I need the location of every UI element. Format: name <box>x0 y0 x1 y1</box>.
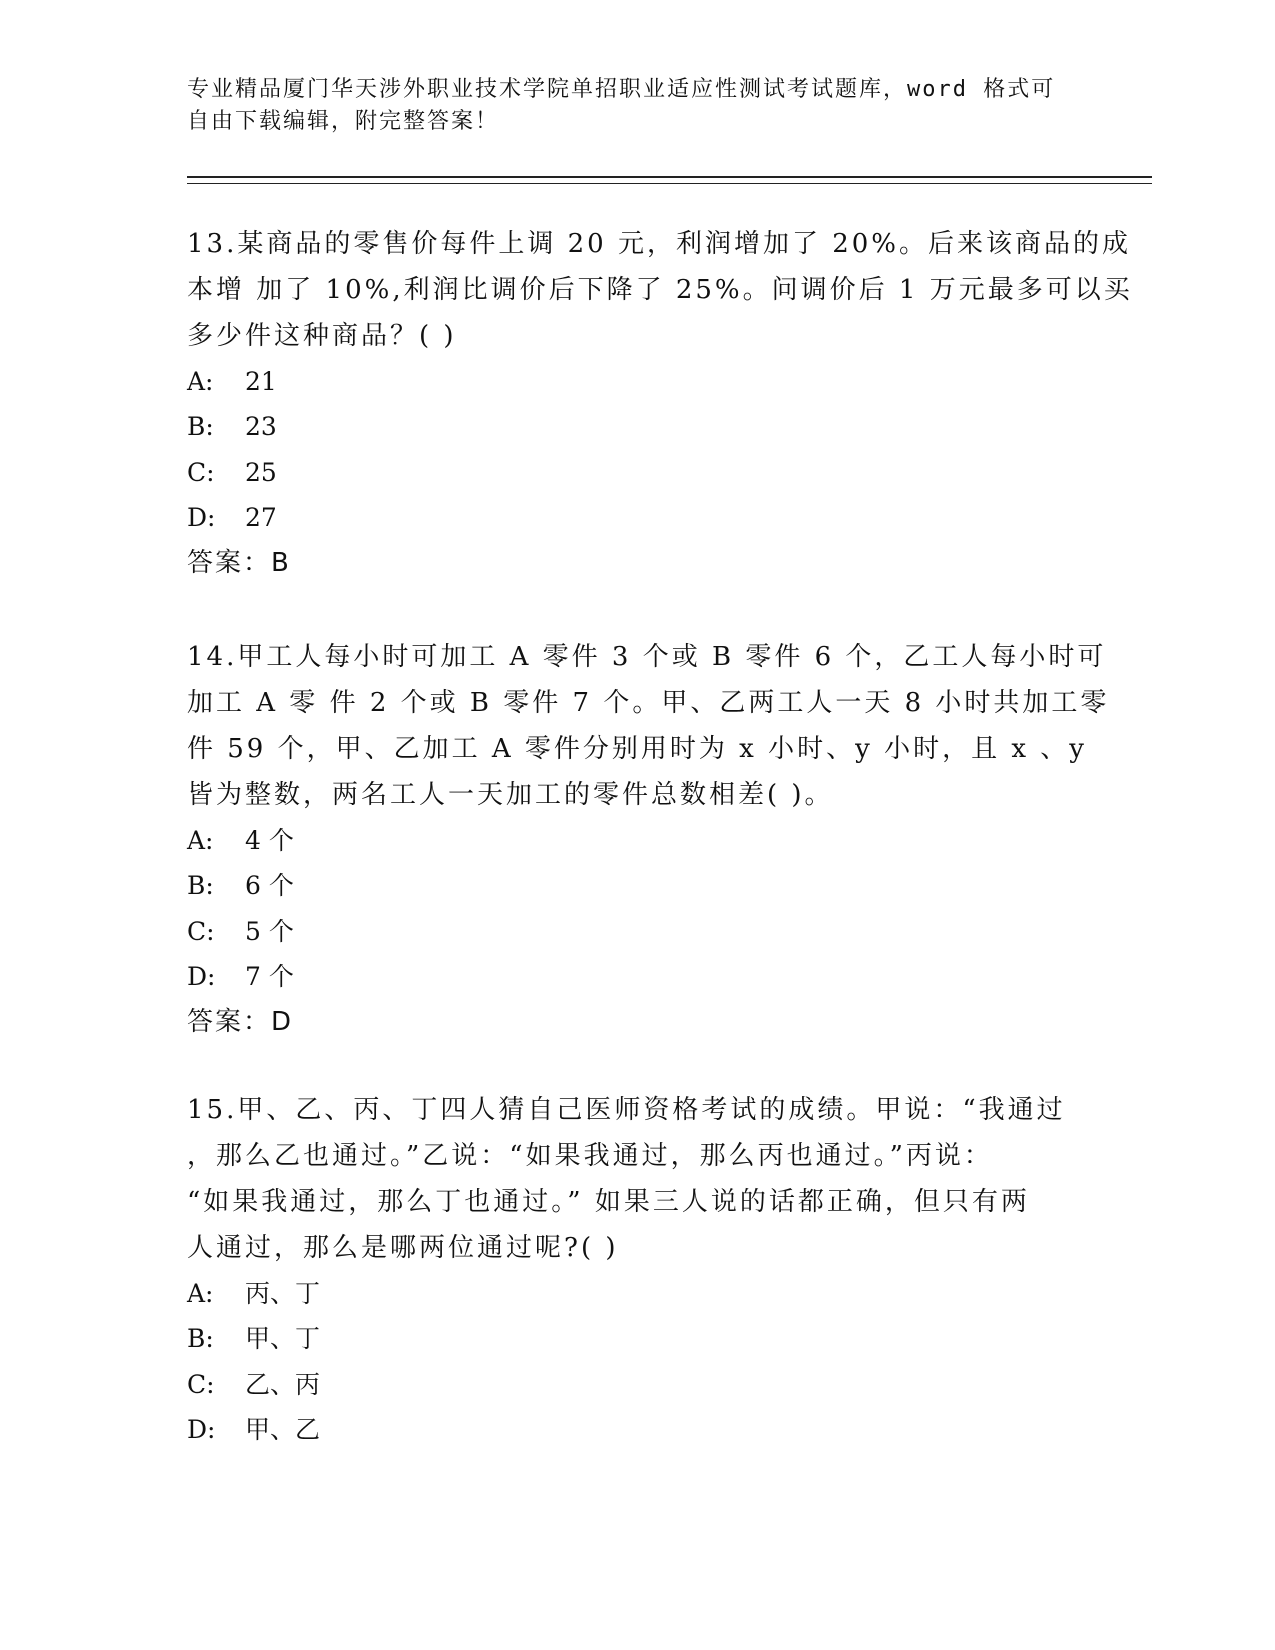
question-stem <box>187 634 1110 818</box>
question-stem <box>187 221 1133 359</box>
question-13 <box>187 221 1133 586</box>
option-a <box>187 818 1087 863</box>
option-text: 5 个 <box>245 916 294 946</box>
option-b <box>187 404 1087 449</box>
option-text: 23 <box>245 412 277 442</box>
option-text: 7 个 <box>245 961 294 991</box>
option-letter: A: <box>187 1279 214 1308</box>
stem-line: 14.甲工人每小时可加工 A 零件 3 个或 B 零件 6 个，乙工人每小时可 <box>187 642 1107 672</box>
option-letter: B: <box>187 1324 214 1354</box>
option-text: 27 <box>245 502 277 532</box>
stem-line: 13.某商品的零售价每件上调 20 元，利润增加了 20%。后来该商品的成 <box>187 229 1132 259</box>
option-letter: D: <box>187 1414 216 1444</box>
option-c <box>187 1362 1087 1407</box>
option-a <box>187 1271 1087 1316</box>
question-14 <box>187 634 1110 1045</box>
option-letter: B: <box>187 871 214 901</box>
stem-line: 本增 加了 10%,利润比调价后下降了 25%。问调价后 1 万元最多可以买 <box>187 275 1133 305</box>
option-text: 甲、丁 <box>245 1324 321 1354</box>
stem-line: 15.甲、乙、丙、丁四人猜自己医师资格考试的成绩。甲说：“我通过 <box>187 1095 1066 1125</box>
option-list <box>187 818 1087 999</box>
option-letter: C: <box>187 916 215 946</box>
question-15 <box>187 1087 1087 1452</box>
header-line-2: 自由下载编辑，附完整答案！ <box>187 109 500 134</box>
option-text: 乙、丙 <box>245 1369 321 1399</box>
header-rule-thin <box>187 183 1152 184</box>
page-header <box>187 74 1087 138</box>
option-letter: A: <box>187 826 214 855</box>
option-a <box>187 359 1087 404</box>
option-b <box>187 863 1087 908</box>
option-text: 21 <box>245 367 277 396</box>
option-c <box>187 450 1087 495</box>
option-b <box>187 1316 1087 1361</box>
option-d <box>187 495 1087 540</box>
stem-line: 人通过，那么是哪两位通过呢?( ) <box>187 1233 619 1263</box>
option-letter: B: <box>187 412 214 442</box>
option-text: 4 个 <box>245 826 294 855</box>
option-list <box>187 359 1087 540</box>
option-text: 6 个 <box>245 871 294 901</box>
question-stem <box>187 1087 1087 1271</box>
option-d <box>187 1407 1087 1452</box>
header-line-1: 专业精品厦门华天涉外职业技术学院单招职业适应性测试考试题库，word 格式可 <box>187 77 1056 102</box>
option-letter: C: <box>187 457 215 487</box>
option-text: 甲、乙 <box>245 1414 321 1444</box>
answer-line: 答案：B <box>187 548 291 579</box>
stem-line: 加工 A 零 件 2 个或 B 零件 7 个。甲、乙两工人一天 8 小时共加工零 <box>187 688 1110 718</box>
option-c <box>187 909 1087 954</box>
stem-line: “如果我通过，那么丁也通过。” 如果三人说的话都正确，但只有两 <box>187 1187 1030 1217</box>
option-text: 25 <box>245 457 277 487</box>
stem-line: 件 59 个，甲、乙加工 A 零件分别用时为 x 小时、y 小时，且 x 、y <box>187 734 1087 764</box>
header-rule-thick <box>187 176 1152 178</box>
option-letter: D: <box>187 961 216 991</box>
stem-line: 皆为整数，两名工人一天加工的零件总数相差( )。 <box>187 780 834 810</box>
stem-line: 多少件这种商品？( ) <box>187 321 457 351</box>
option-text: 丙、丁 <box>245 1279 321 1308</box>
option-list <box>187 1271 1087 1452</box>
option-d <box>187 954 1087 999</box>
option-letter: A: <box>187 367 214 396</box>
stem-line: ，那么乙也通过。”乙说：“如果我通过，那么丙也通过。”丙说： <box>187 1141 993 1171</box>
option-letter: C: <box>187 1369 215 1399</box>
option-letter: D: <box>187 502 216 532</box>
answer-line: 答案：D <box>187 1007 294 1038</box>
